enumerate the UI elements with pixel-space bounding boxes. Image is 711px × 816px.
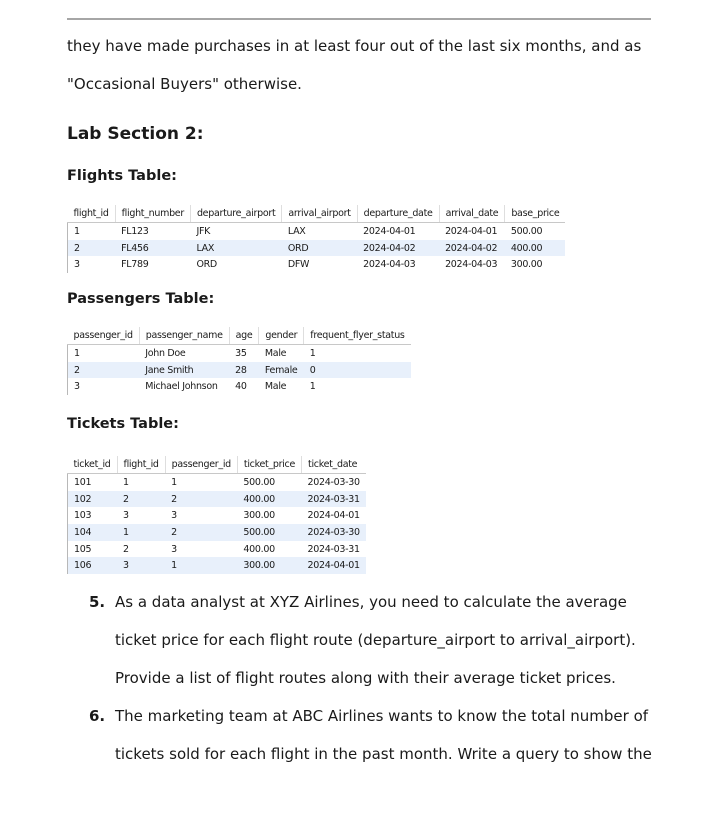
table-cell: 3 (123, 510, 129, 522)
column-header: age (229, 327, 259, 345)
table-cell: 2 (165, 491, 237, 508)
table-cell: 1 (123, 476, 129, 488)
question-number: 6. (89, 707, 106, 725)
table-cell: 1 (165, 557, 237, 574)
table-cell: 2 (165, 524, 237, 541)
table-row (68, 507, 366, 524)
table-cell: FL789 (121, 259, 149, 271)
table-cell: 35 (235, 347, 247, 359)
table-cell: ORD (196, 259, 217, 271)
table-row (68, 256, 566, 273)
table-cell: 104 (68, 524, 118, 541)
table-cell: 1 (171, 476, 177, 488)
column-header: arrival_date (439, 205, 505, 223)
question-5-line-2: ticket price for each flight route (departure_airport to arrival_airport). (115, 631, 636, 649)
question-6 (89, 707, 648, 726)
table-cell: 40 (235, 381, 247, 393)
table-cell: 1 (68, 345, 140, 362)
table-cell: 3 (68, 378, 140, 395)
table-row (68, 240, 566, 257)
question-text-line: The marketing team at ABC Airlines wants to know the total number of (115, 707, 649, 725)
column-header: flight_number (115, 205, 190, 223)
intro-line-2: "Occasional Buyers" otherwise. (67, 75, 302, 93)
table-row (68, 541, 366, 558)
passengers-table-title: Passengers Table: (67, 291, 215, 307)
table-row (68, 345, 411, 362)
table-cell: 28 (229, 362, 259, 379)
table-cell: 500.00 (243, 476, 275, 488)
column-header: base_price (505, 205, 566, 223)
column-header: flight_id (68, 205, 116, 223)
table-cell: 2024-04-01 (302, 557, 366, 574)
table-cell: FL456 (115, 240, 190, 257)
top-divider (67, 18, 651, 20)
question-5-line-3: Provide a list of flight routes along with their average ticket prices. (115, 669, 616, 687)
column-header: arrival_airport (282, 205, 357, 223)
column-header: departure_airport (190, 205, 281, 223)
table-cell: 2024-03-31 (307, 543, 360, 555)
flights-table (67, 205, 565, 273)
column-header: gender (259, 327, 304, 345)
table-cell: 2 (123, 543, 129, 555)
table-cell: 2 (68, 240, 116, 257)
table-cell: 2024-04-01 (445, 225, 498, 237)
table-cell: 2024-04-02 (357, 240, 439, 257)
table-cell: 2024-03-30 (302, 524, 366, 541)
intro-line-1: they have made purchases in at least four out of the last six months, and as (67, 37, 642, 55)
table-cell: 2024-03-31 (302, 491, 366, 508)
section-heading: Lab Section 2: (67, 124, 204, 144)
column-header: ticket_id (68, 456, 118, 474)
table-cell: 0 (304, 362, 411, 379)
table-cell: LAX (287, 225, 306, 237)
table-cell: LAX (190, 240, 281, 257)
table-cell: 400.00 (243, 543, 275, 555)
question-text-line: As a data analyst at XYZ Airlines, you need to calculate the average (115, 593, 627, 611)
table-cell: 500.00 (237, 524, 301, 541)
table-row (68, 362, 411, 379)
table-cell: Female (259, 362, 304, 379)
table-cell: Michael Johnson (145, 381, 218, 393)
table-cell: 102 (68, 491, 118, 508)
table-cell: 103 (68, 507, 118, 524)
table-cell: 2 (68, 362, 140, 379)
table-cell: 400.00 (505, 240, 566, 257)
table-cell: 3 (171, 543, 177, 555)
table-cell: 105 (68, 541, 118, 558)
table-row (68, 223, 566, 240)
table-cell: 2024-04-02 (439, 240, 505, 257)
table-row (68, 491, 366, 508)
table-cell: Male (264, 347, 287, 359)
column-header: passenger_id (165, 456, 237, 474)
table-cell: Jane Smith (139, 362, 229, 379)
table-cell: 101 (68, 474, 118, 491)
table-cell: DFW (287, 259, 310, 271)
table-row (68, 378, 411, 395)
question-5 (89, 593, 627, 612)
question-number: 5. (89, 593, 106, 611)
column-header: passenger_id (68, 327, 140, 345)
table-cell: 1 (117, 524, 165, 541)
table-cell: 1 (68, 223, 116, 240)
table-row (68, 524, 366, 541)
table-cell: 3 (117, 557, 165, 574)
tickets-table-title: Tickets Table: (67, 416, 179, 432)
table-cell: 2024-04-03 (363, 259, 416, 271)
column-header: flight_id (117, 456, 165, 474)
column-header: ticket_date (302, 456, 366, 474)
table-cell: 1 (309, 381, 316, 393)
table-cell: 3 (68, 256, 116, 273)
table-cell: 500.00 (510, 225, 543, 237)
table-cell: 2024-04-01 (307, 510, 360, 522)
table-cell: 2024-03-30 (307, 476, 360, 488)
table-row (68, 557, 366, 574)
table-cell: 2024-04-01 (363, 225, 416, 237)
table-cell: 106 (68, 557, 118, 574)
table-cell: Male (264, 381, 287, 393)
table-cell: 300.00 (510, 259, 543, 271)
table-cell: 300.00 (237, 557, 301, 574)
table-cell: John Doe (145, 347, 186, 359)
table-cell: 1 (309, 347, 316, 359)
tickets-table (67, 456, 366, 574)
table-cell: 2 (117, 491, 165, 508)
column-header: ticket_price (237, 456, 301, 474)
question-6-line-2: tickets sold for each flight in the past month. Write a query to show the (115, 745, 652, 763)
passengers-table (67, 327, 411, 395)
table-cell: JFK (196, 225, 211, 237)
table-cell: 400.00 (237, 491, 301, 508)
table-cell: 3 (171, 510, 177, 522)
table-cell: ORD (282, 240, 357, 257)
column-header: frequent_flyer_status (304, 327, 411, 345)
table-cell: 300.00 (243, 510, 275, 522)
column-header: departure_date (357, 205, 439, 223)
table-row (68, 474, 366, 491)
table-cell: FL123 (121, 225, 149, 237)
flights-table-title: Flights Table: (67, 168, 177, 184)
table-cell: 2024-04-03 (445, 259, 498, 271)
column-header: passenger_name (139, 327, 229, 345)
